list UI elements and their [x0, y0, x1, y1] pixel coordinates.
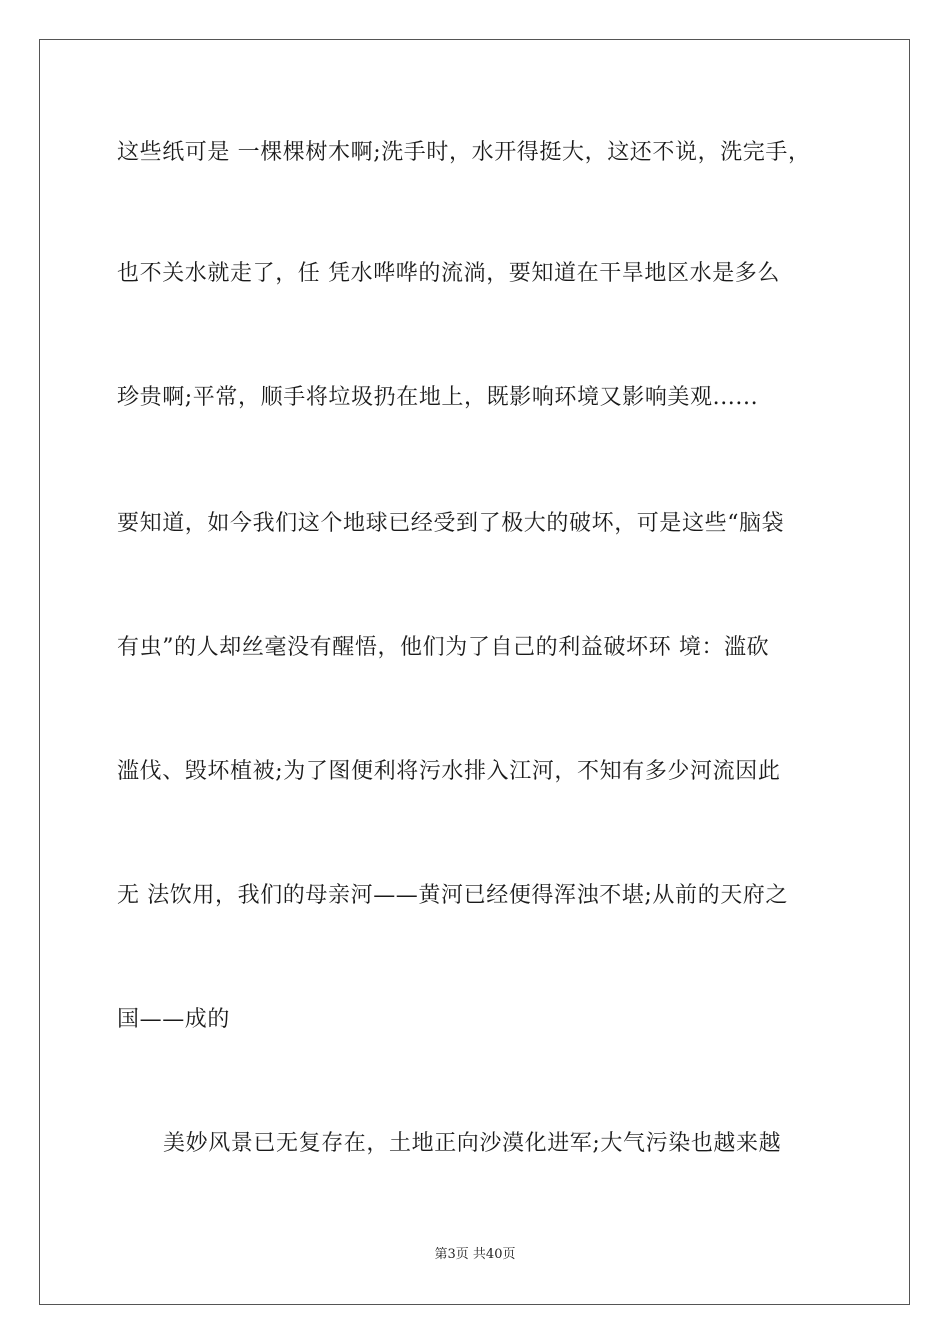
- text-line-7: 无 法饮用，我们的母亲河——黄河已经便得浑浊不堪;从前的天府之: [117, 883, 789, 908]
- text-line-3: 珍贵啊;平常，顺手将垃圾扔在地上，既影响环境又影响美观......: [117, 385, 759, 410]
- text-line-8: 国——成的: [117, 1007, 231, 1032]
- page-number-footer: 第3页 共40页: [434, 1247, 516, 1262]
- text-line-4: 要知道，如今我们这个地球已经受到了极大的破坏，可是这些“脑袋: [117, 511, 785, 536]
- paragraph-start-line: 美妙风景已无复存在，土地正向沙漠化进军;大气污染也越来越: [163, 1131, 782, 1156]
- page-border: [39, 39, 910, 1305]
- text-line-2: 也不关水就走了，任 凭水哗哗的流淌，要知道在干旱地区水是多么: [117, 261, 780, 286]
- text-line-5: 有虫”的人却丝毫没有醒悟，他们为了自己的利益破坏环 境：滥砍: [117, 635, 770, 660]
- text-line-1: 这些纸可是 一棵棵树木啊;洗手时，水开得挺大，这还不说，洗完手，: [117, 140, 811, 165]
- text-line-6: 滥伐、毁坏植被;为了图便利将污水排入江河，不知有多少河流因此: [117, 759, 781, 784]
